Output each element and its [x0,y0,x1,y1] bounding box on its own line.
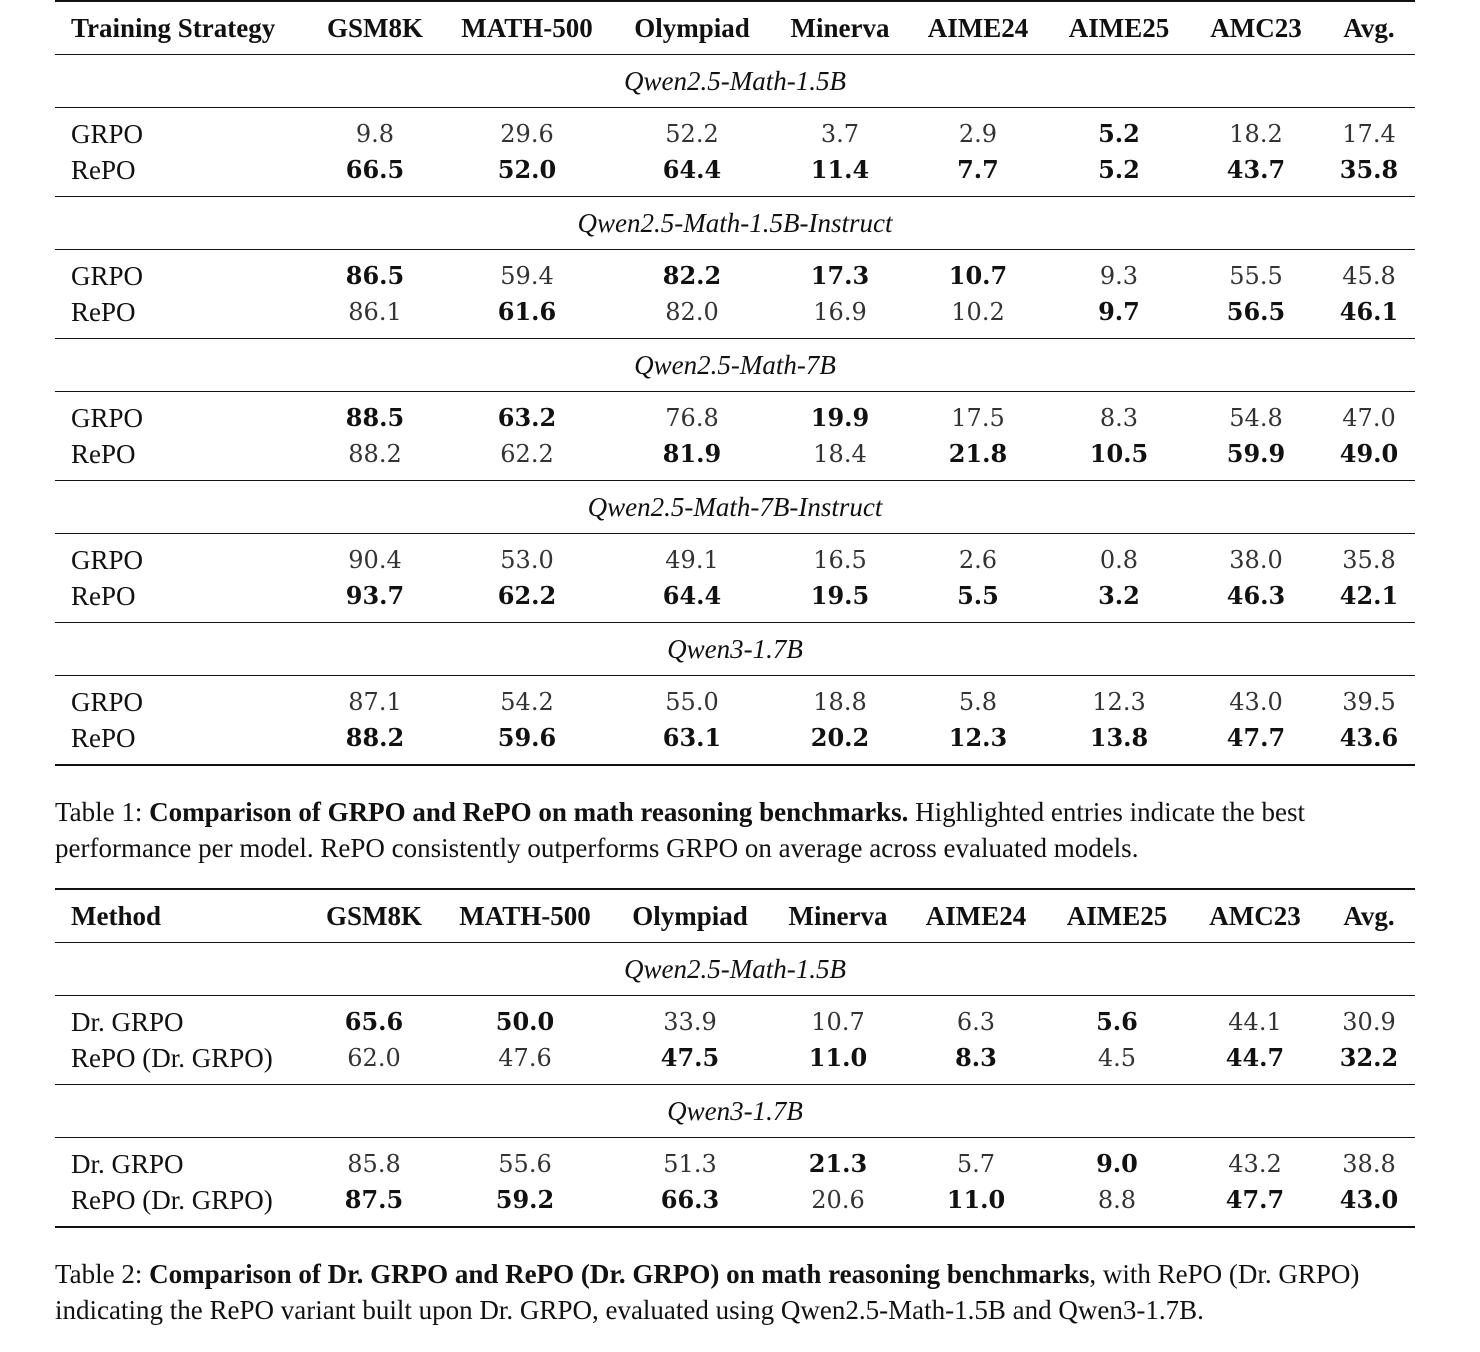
metric-value: 20.2 [810,723,870,752]
row-spacer [55,250,1415,259]
metric-value: 9.3 [1099,262,1139,290]
metric-value: 86.5 [345,261,405,290]
column-header: Olympiad [634,13,750,43]
metric-value: 21.3 [808,1149,868,1178]
metric-value: 55.6 [498,1150,552,1178]
metric-value: 10.7 [948,261,1008,290]
metric-value: 33.9 [663,1008,717,1036]
metric-value: 3.7 [820,120,860,148]
metric-value: 9.0 [1096,1149,1138,1178]
column-header: AMC23 [1209,901,1301,931]
column-header: Avg. [1343,13,1395,43]
metric-value: 47.7 [1225,1185,1285,1214]
metric-value: 65.6 [344,1007,404,1036]
method-name: RePO (Dr. GRPO) [71,1185,273,1215]
metric-value: 17.5 [951,404,1005,432]
table-2-container [55,888,1415,1328]
metric-value: 43.0 [1339,1185,1399,1214]
column-header: AIME25 [1066,901,1168,931]
metric-value: 5.7 [956,1150,996,1178]
method-name: Dr. GRPO [71,1007,184,1037]
row-spacer [55,534,1415,543]
model-name: Qwen3-1.7B [667,1096,803,1126]
metric-value: 8.3 [1099,404,1139,432]
table-row [55,258,1415,294]
metric-value: 62.2 [500,440,554,468]
metric-value: 16.5 [813,546,867,574]
metric-value: 47.7 [1226,723,1286,752]
metric-value: 62.2 [497,581,557,610]
method-name: GRPO [71,119,144,149]
metric-value: 18.2 [1229,120,1283,148]
table-row [55,720,1415,756]
spacer-cell [55,108,1415,117]
row-spacer [55,392,1415,401]
metric-value: 54.8 [1229,404,1283,432]
model-name: Qwen3-1.7B [667,634,803,664]
row-spacer [55,108,1415,117]
column-header: Training Strategy [71,13,276,43]
column-header: AIME25 [1068,13,1170,43]
metric-value: 10.7 [811,1008,865,1036]
metric-value: 55.0 [665,688,719,716]
caption-title: Comparison of Dr. GRPO and RePO (Dr. GRPO) on math reasoning benchmarks [149,1259,1090,1289]
model-group-header [55,943,1415,996]
metric-value: 49.0 [1339,439,1399,468]
table-row [55,400,1415,436]
table-row [55,542,1415,578]
metric-value: 90.4 [348,546,402,574]
caption-label: Table 2: [55,1259,150,1289]
table-row [55,152,1415,188]
model-group-header [55,339,1415,392]
metric-value: 19.5 [810,581,870,610]
table-2-caption [55,1256,1425,1328]
method-name: RePO [71,297,136,327]
column-header: GSM8K [326,13,423,43]
spacer-cell [55,188,1415,197]
spacer-cell [55,1138,1415,1147]
metric-value: 2.6 [958,546,998,574]
metric-value: 42.1 [1339,581,1399,610]
column-header: GSM8K [325,901,422,931]
metric-value: 59.2 [495,1185,555,1214]
model-group-header [55,623,1415,676]
column-header: Minerva [790,13,890,43]
metric-value: 17.4 [1342,120,1396,148]
metric-value: 50.0 [495,1007,555,1036]
metric-value: 17.3 [810,261,870,290]
metric-value: 5.5 [957,581,999,610]
metric-value: 82.0 [665,298,719,326]
metric-value: 43.0 [1229,688,1283,716]
metric-value: 35.8 [1342,546,1396,574]
metric-value: 2.9 [958,120,998,148]
model-group-header [55,55,1415,108]
caption-label: Table 1: [55,797,150,827]
method-name: RePO [71,723,136,753]
metric-value: 82.2 [662,261,722,290]
metric-value: 66.5 [345,155,405,184]
metric-value: 44.7 [1225,1043,1285,1072]
metric-value: 63.2 [497,403,557,432]
metric-value: 93.7 [345,581,405,610]
metric-value: 5.2 [1098,119,1140,148]
spacer-cell [55,250,1415,259]
row-spacer [55,996,1415,1005]
spacer-cell [55,472,1415,481]
metric-value: 43.6 [1339,723,1399,752]
column-header: MATH-500 [459,901,591,931]
metric-value: 47.0 [1342,404,1396,432]
metric-value: 9.7 [1098,297,1140,326]
metric-value: 59.6 [497,723,557,752]
model-name: Qwen2.5-Math-7B [634,350,836,380]
metric-value: 11.0 [946,1185,1006,1214]
model-group-header [55,197,1415,250]
metric-value: 0.8 [1099,546,1139,574]
metric-value: 88.2 [345,723,405,752]
metric-value: 10.2 [951,298,1005,326]
column-header: Minerva [788,901,888,931]
metric-value: 8.3 [955,1043,997,1072]
metric-value: 66.3 [660,1185,720,1214]
method-name: GRPO [71,545,144,575]
metric-value: 55.5 [1229,262,1283,290]
metric-value: 20.6 [811,1186,865,1214]
metric-value: 13.8 [1089,723,1149,752]
metric-value: 87.5 [344,1185,404,1214]
metric-value: 38.0 [1229,546,1283,574]
method-name: RePO [71,155,136,185]
table-row [55,436,1415,472]
spacer-cell [55,1076,1415,1085]
model-group-header [55,481,1415,534]
metric-value: 64.4 [662,155,722,184]
row-spacer [55,330,1415,339]
metric-value: 56.5 [1226,297,1286,326]
metric-value: 59.9 [1226,439,1286,468]
metric-value: 38.8 [1342,1150,1396,1178]
metric-value: 39.5 [1342,688,1396,716]
method-name: RePO [71,439,136,469]
row-spacer [55,756,1415,765]
column-header: AMC23 [1210,13,1302,43]
metric-value: 18.4 [813,440,867,468]
metric-value: 44.1 [1228,1008,1282,1036]
column-header: Olympiad [632,901,748,931]
metric-value: 9.8 [355,120,395,148]
metric-value: 86.1 [348,298,402,326]
table-row [55,1146,1415,1182]
table-row [55,684,1415,720]
metric-value: 53.0 [500,546,554,574]
metric-value: 35.8 [1339,155,1399,184]
metric-value: 81.9 [662,439,722,468]
model-name: Qwen2.5-Math-1.5B [624,954,846,984]
spacer-cell [55,534,1415,543]
metric-value: 46.3 [1226,581,1286,610]
method-name: GRPO [71,403,144,433]
model-group-header [55,1085,1415,1138]
spacer-cell [55,614,1415,623]
spacer-cell [55,996,1415,1005]
metric-value: 45.8 [1342,262,1396,290]
table-row [55,1182,1415,1218]
method-name: Dr. GRPO [71,1149,184,1179]
metric-value: 18.8 [813,688,867,716]
model-name: Qwen2.5-Math-7B-Instruct [587,492,883,522]
metric-value: 88.2 [348,440,402,468]
metric-value: 54.2 [500,688,554,716]
method-name: GRPO [71,261,144,291]
table-1-container [55,0,1415,866]
method-name: RePO (Dr. GRPO) [71,1043,273,1073]
table-row [55,116,1415,152]
spacer-cell [55,676,1415,685]
metric-value: 43.7 [1226,155,1286,184]
table-1-caption [55,794,1425,866]
model-name: Qwen2.5-Math-1.5B [624,66,846,96]
metric-value: 21.8 [948,439,1008,468]
metric-value: 62.0 [347,1044,401,1072]
column-header: AIME24 [927,13,1029,43]
row-spacer [55,472,1415,481]
metric-value: 47.6 [498,1044,552,1072]
column-header: AIME24 [925,901,1027,931]
table-row [55,578,1415,614]
spacer-cell [55,330,1415,339]
row-spacer [55,676,1415,685]
metric-value: 52.2 [665,120,719,148]
metric-value: 51.3 [663,1150,717,1178]
metric-value: 64.4 [662,581,722,610]
table-1-header [55,1,1415,55]
metric-value: 63.1 [662,723,722,752]
row-spacer [55,1138,1415,1147]
table-row [55,1004,1415,1040]
column-header: Avg. [1343,901,1395,931]
caption-text: Highlighted entries indicate the best performance per model. RePO consistently outperforms GRPO on average across evaluated models. [55,797,1306,863]
column-header: Method [71,901,161,931]
metric-value: 85.8 [347,1150,401,1178]
metric-value: 5.8 [958,688,998,716]
metric-value: 8.8 [1097,1186,1137,1214]
metric-value: 32.2 [1339,1043,1399,1072]
metric-value: 29.6 [500,120,554,148]
table-2-header [55,889,1415,943]
metric-value: 12.3 [948,723,1008,752]
metric-value: 59.4 [500,262,554,290]
column-header: MATH-500 [461,13,593,43]
table-2 [55,888,1415,1228]
table-row [55,1040,1415,1076]
row-spacer [55,614,1415,623]
caption-text: , with RePO (Dr. GRPO) indicating the RePO variant built upon Dr. GRPO, evaluated using Qwen2.5-Math-1.5B and Qwen3-1.7B. [55,1259,1360,1325]
metric-value: 46.1 [1339,297,1399,326]
metric-value: 5.6 [1096,1007,1138,1036]
method-name: RePO [71,581,136,611]
model-name: Qwen2.5-Math-1.5B-Instruct [577,208,893,238]
metric-value: 11.4 [810,155,870,184]
metric-value: 10.5 [1089,439,1149,468]
metric-value: 7.7 [957,155,999,184]
metric-value: 5.2 [1098,155,1140,184]
method-name: GRPO [71,687,144,717]
table-1 [55,0,1415,766]
metric-value: 11.0 [808,1043,868,1072]
metric-value: 52.0 [497,155,557,184]
metric-value: 16.9 [813,298,867,326]
table-row [55,294,1415,330]
metric-value: 3.2 [1098,581,1140,610]
metric-value: 30.9 [1342,1008,1396,1036]
caption-title: Comparison of GRPO and RePO on math reasoning benchmarks. [149,797,909,827]
spacer-cell [55,1218,1415,1227]
spacer-cell [55,392,1415,401]
metric-value: 88.5 [345,403,405,432]
metric-value: 76.8 [665,404,719,432]
metric-value: 87.1 [348,688,402,716]
metric-value: 61.6 [497,297,557,326]
metric-value: 19.9 [810,403,870,432]
row-spacer [55,188,1415,197]
metric-value: 49.1 [665,546,719,574]
metric-value: 47.5 [660,1043,720,1072]
row-spacer [55,1076,1415,1085]
spacer-cell [55,756,1415,765]
metric-value: 6.3 [956,1008,996,1036]
metric-value: 4.5 [1097,1044,1137,1072]
metric-value: 12.3 [1092,688,1146,716]
row-spacer [55,1218,1415,1227]
metric-value: 43.2 [1228,1150,1282,1178]
